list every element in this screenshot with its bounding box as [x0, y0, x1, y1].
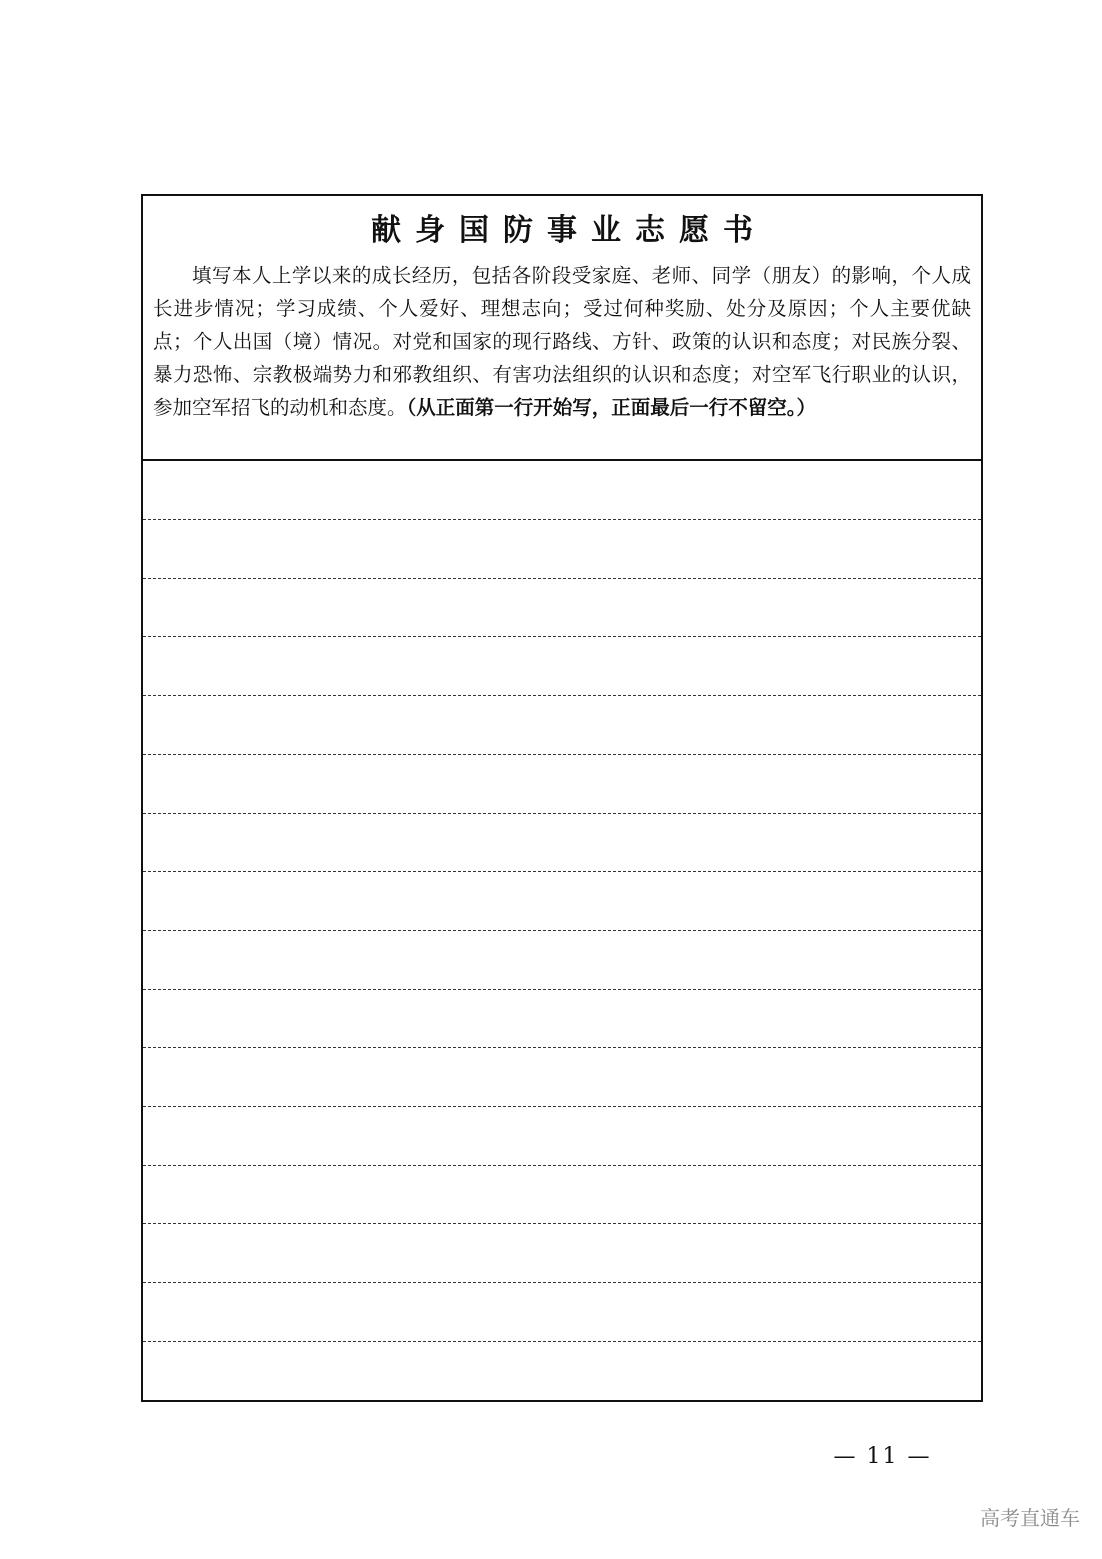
form-title: 献身国防事业志愿书	[371, 213, 767, 248]
writing-line	[143, 1282, 981, 1283]
form-instructions	[153, 259, 971, 424]
writing-line	[143, 1165, 981, 1166]
writing-line	[143, 989, 981, 990]
writing-line	[143, 695, 981, 696]
writing-line	[143, 1047, 981, 1048]
writing-line	[143, 871, 981, 872]
writing-line	[143, 1223, 981, 1224]
writing-line	[143, 636, 981, 637]
instructions-bold-note: （从正面第一行开始写，正面最后一行不留空。）	[406, 396, 817, 419]
instructions-text: 填写本人上学以来的成长经历，包括各阶段受家庭、老师、同学（朋友）的影响，个人成长进步情况；学习成绩、个人爱好、理想志向；受过何种奖励、处分及原因；个人主要优缺点；个人出国（境）情况。对党和国家的现行路线、方针、政策的认识和态度；对民族分裂、暴力恐怖、宗教极端势力和邪教组织、有害功法组织的认识和态度；对空军飞行职业的认识，参加空军招飞的动机和态度。	[153, 264, 971, 419]
volunteer-form	[141, 194, 983, 1402]
writing-area[interactable]	[143, 461, 981, 1400]
form-header	[143, 196, 981, 461]
writing-line	[143, 1341, 981, 1342]
writing-line	[143, 930, 981, 931]
writing-line	[143, 519, 981, 520]
writing-line	[143, 1106, 981, 1107]
writing-line	[143, 813, 981, 814]
writing-line	[143, 578, 981, 579]
page-number: — 11 —	[833, 1444, 932, 1469]
writing-line	[143, 754, 981, 755]
watermark-logo: 高考直通车	[980, 1506, 1080, 1530]
